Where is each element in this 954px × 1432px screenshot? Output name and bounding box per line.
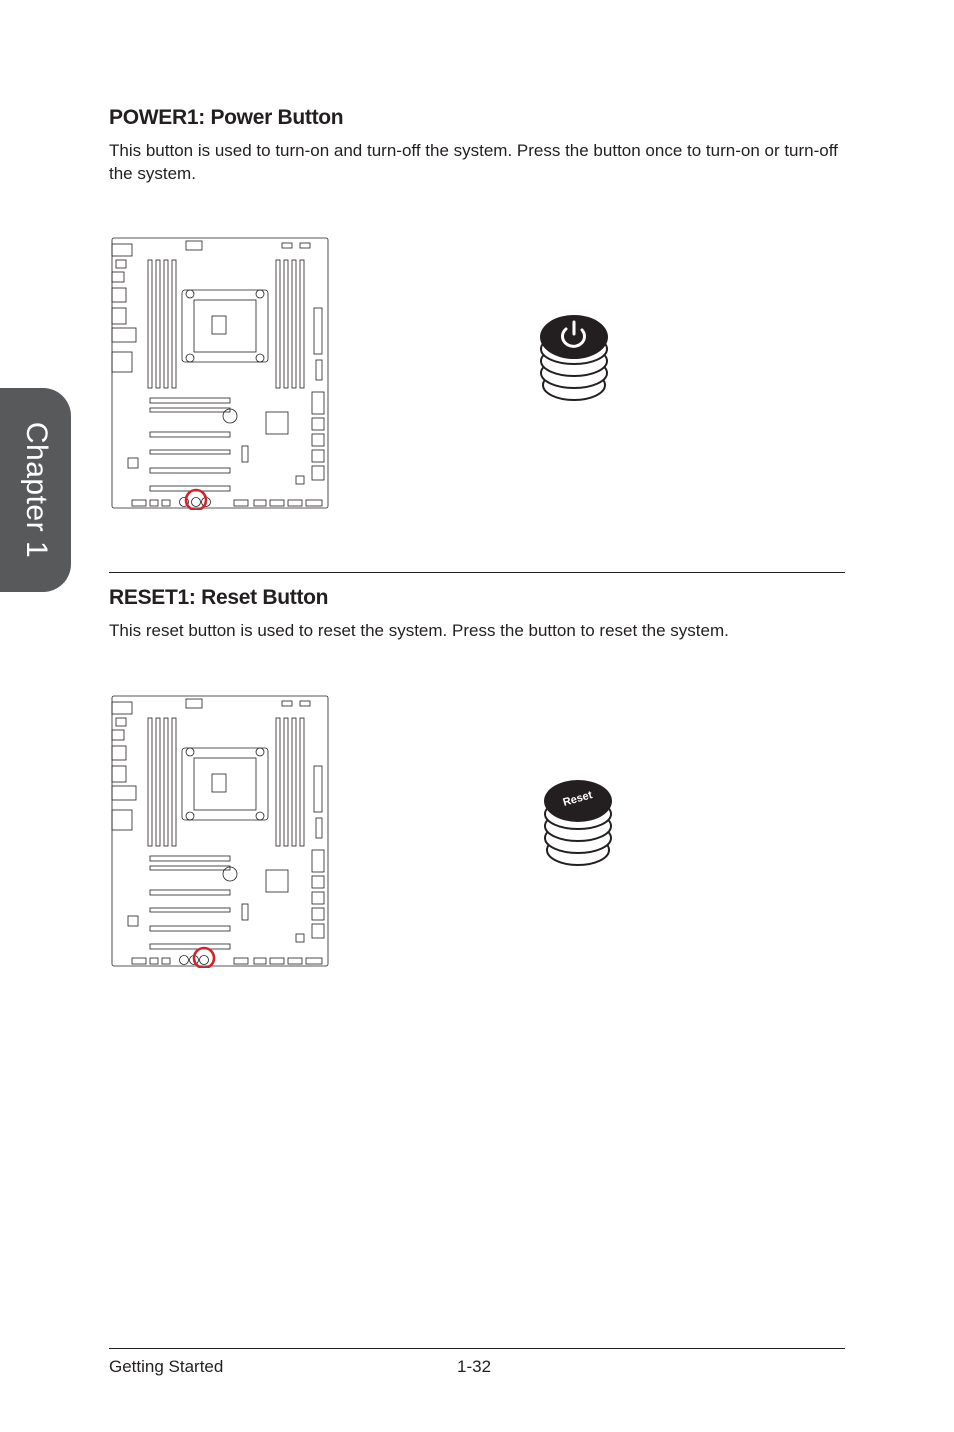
power-button-icon: [538, 313, 610, 405]
reset-button-heading: RESET1: Reset Button: [109, 586, 329, 609]
footer-page-number: 1-32: [457, 1357, 492, 1376]
footer-divider: [109, 1348, 845, 1349]
power-button-highlight: [186, 490, 206, 510]
chapter-tab-label: Chapter 1: [19, 421, 53, 559]
reset-button-highlight: [194, 948, 214, 968]
footer-section-title: Getting Started: [109, 1357, 224, 1376]
reset-button-icon: [542, 776, 614, 868]
motherboard-diagram-reset: [110, 694, 330, 968]
reset-button-label: Reset: [561, 789, 594, 809]
reset-button-description: This reset button is used to reset the system. Press the button to reset the system.: [109, 621, 729, 640]
power-button-description: This button is used to turn-on and turn-off the system. Press the button once to turn-on or turn-off the system.: [109, 141, 838, 183]
power-button-heading: POWER1: Power Button: [109, 106, 344, 129]
chapter-tab: [0, 388, 71, 592]
motherboard-diagram-power: [110, 236, 330, 510]
section-divider: [109, 572, 845, 573]
